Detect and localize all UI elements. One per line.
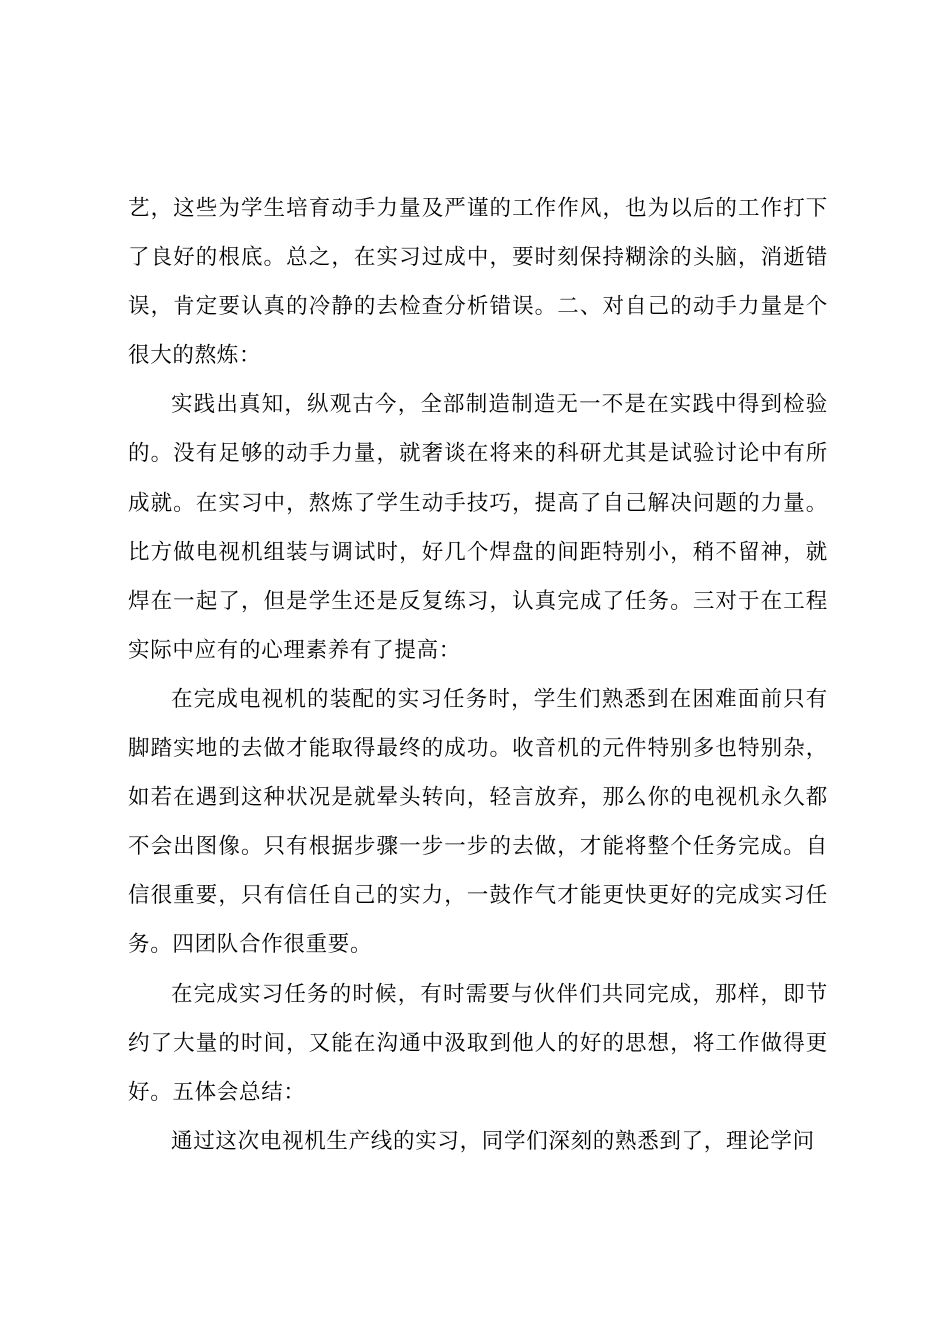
paragraph-1: 艺，这些为学生培育动手力量及严谨的工作作风，也为以后的工作打下了良好的根底。总之，在实习过成中，要时刻保持糊涂的头脑，消逝错误，肯定要认真的冷静的去检查分析错误。二、对自己的动手力量是个很大的熬炼：: [128, 196, 828, 369]
paragraph-3: 在完成电视机的装配的实习任务时，学生们熟悉到在困难面前只有脚踏实地的去做才能取得最终的成功。收音机的元件特别多也特别杂，如若在遇到这种状况是就晕头转向，轻言放弃，那么你的电视机永久都不会出图像。只有根据步骤一步一步的去做，才能将整个任务完成。自信很重要，只有信任自己的实力，一鼓作气才能更快更好的完成实习任务。四团队合作很重要。: [128, 686, 828, 958]
paragraph-5: 通过这次电视机生产线的实习，同学们深刻的熟悉到了，理论学问: [171, 1128, 815, 1154]
document-body: [128, 184, 828, 1166]
paragraph-2: 实践出真知，纵观古今，全部制造制造无一不是在实践中得到检验的。没有足够的动手力量，就奢谈在将来的科研尤其是试验讨论中有所成就。在实习中，熬炼了学生动手技巧，提高了自己解决问题的力量。比方做电视机组装与调试时，好几个焊盘的间距特别小，稍不留神，就焊在一起了，但是学生还是反复练习，认真完成了任务。三对于在工程实际中应有的心理素养有了提高：: [128, 392, 828, 663]
paragraph-4: 在完成实习任务的时候，有时需要与伙伴们共同完成，那样，即节约了大量的时间，又能在沟通中汲取到他人的好的思想，将工作做得更好。五体会总结：: [128, 981, 828, 1105]
